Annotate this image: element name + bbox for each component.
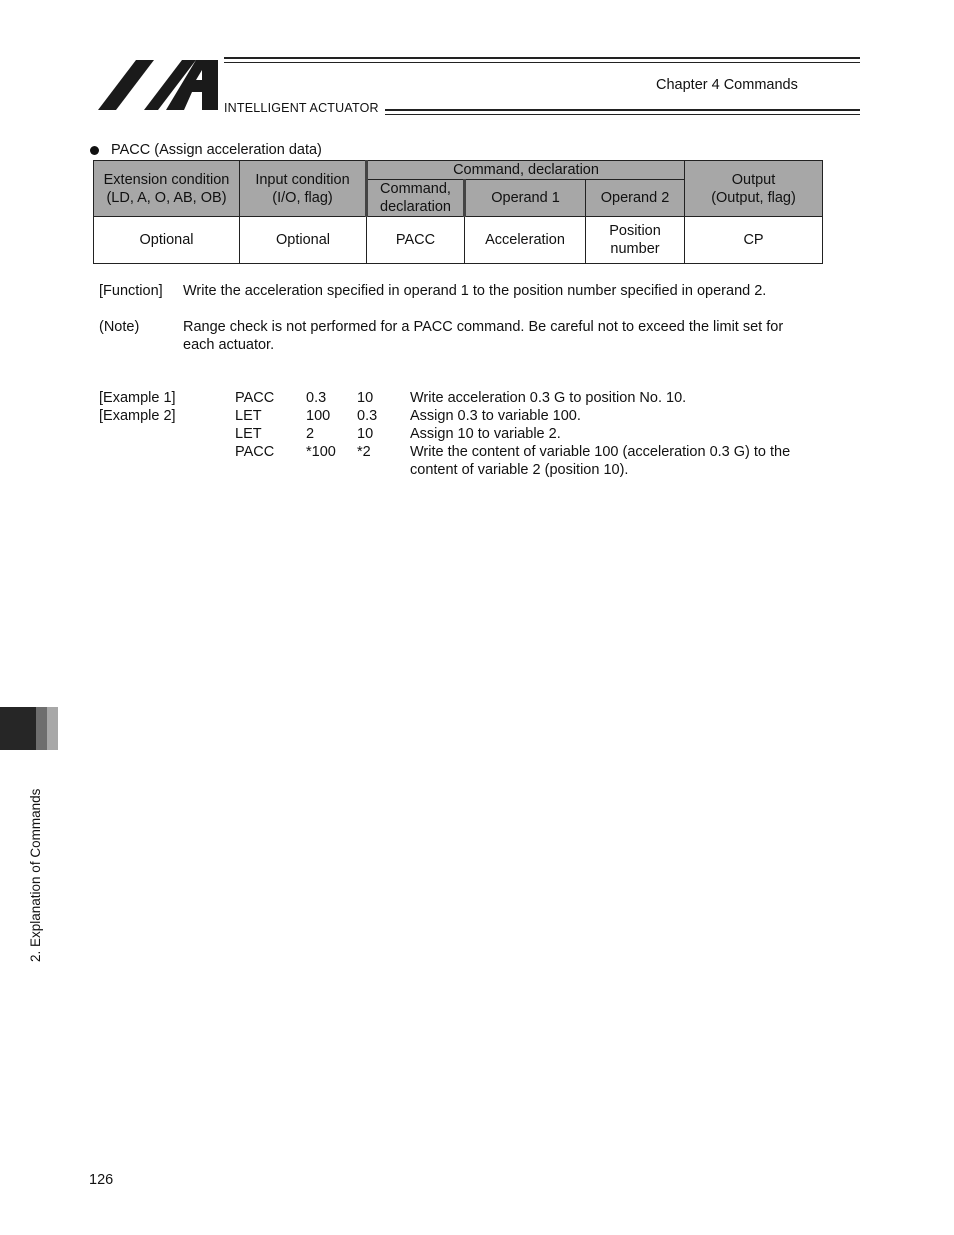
table-row xyxy=(94,217,823,264)
example-description: Write the content of variable 100 (acceleration 0.3 G) to the xyxy=(410,444,791,460)
section-title: PACC (Assign acceleration data) xyxy=(111,142,322,158)
function-label: [Function] xyxy=(99,283,163,299)
page-number: 126 xyxy=(89,1172,114,1188)
example-command: PACC xyxy=(235,444,275,460)
header-command-group: Command, declaration xyxy=(367,161,685,180)
cell-input: Optional xyxy=(240,217,367,264)
function-text: Write the acceleration specified in operand 1 to the position number specified in operand 2. xyxy=(183,283,767,299)
example-description: Write acceleration 0.3 G to position No. 10. xyxy=(410,390,687,406)
header-input-condition: Input condition (I/O, flag) xyxy=(240,161,367,217)
example-operand-1: *100 xyxy=(306,444,336,460)
example-command: LET xyxy=(235,408,262,424)
example-label: [Example 2] xyxy=(99,408,176,424)
chapter-tab-mid xyxy=(36,707,47,750)
note-text-line1: Range check is not performed for a PACC command. Be careful not to exceed the limit set for xyxy=(183,319,784,335)
example-description: Assign 10 to variable 2. xyxy=(410,426,561,442)
chapter-title: Chapter 4 Commands xyxy=(656,77,798,93)
bullet-icon xyxy=(90,146,99,155)
header-operand-1: Operand 1 xyxy=(465,180,586,217)
example-operand-2: 10 xyxy=(357,426,374,442)
chapter-tab-light xyxy=(47,707,58,750)
example-command: PACC xyxy=(235,390,275,406)
cell-operand-1: Acceleration xyxy=(465,217,586,264)
example-operand-1: 2 xyxy=(306,426,315,442)
command-table xyxy=(93,160,823,264)
example-description-continued: content of variable 2 (position 10). xyxy=(410,462,629,478)
example-command: LET xyxy=(235,426,262,442)
example-description: Assign 0.3 to variable 100. xyxy=(410,408,581,424)
header-extension-condition: Extension condition (LD, A, O, AB, OB) xyxy=(94,161,240,217)
example-operand-2: 0.3 xyxy=(357,408,378,424)
example-operand-1: 0.3 xyxy=(306,390,327,406)
header-command: Command, declaration xyxy=(367,180,465,217)
brand-name: INTELLIGENT ACTUATOR xyxy=(224,101,379,115)
sidebar-section-label: 2. Explanation of Commands xyxy=(28,788,43,962)
example-operand-2: 10 xyxy=(357,390,374,406)
header-output: Output (Output, flag) xyxy=(685,161,823,217)
example-label: [Example 1] xyxy=(99,390,176,406)
iai-logo-icon xyxy=(96,58,220,112)
cell-output: CP xyxy=(685,217,823,264)
header-rule-top xyxy=(224,57,860,63)
cell-command: PACC xyxy=(367,217,465,264)
chapter-tab-dark xyxy=(0,707,36,750)
note-label: (Note) xyxy=(99,319,140,335)
cell-operand-2: Position number xyxy=(586,217,685,264)
cell-extension: Optional xyxy=(94,217,240,264)
note-text-line2: each actuator. xyxy=(183,337,275,353)
example-operand-2: *2 xyxy=(357,444,371,460)
header-rule-bottom xyxy=(385,109,860,115)
example-operand-1: 100 xyxy=(306,408,331,424)
header-operand-2: Operand 2 xyxy=(586,180,685,217)
